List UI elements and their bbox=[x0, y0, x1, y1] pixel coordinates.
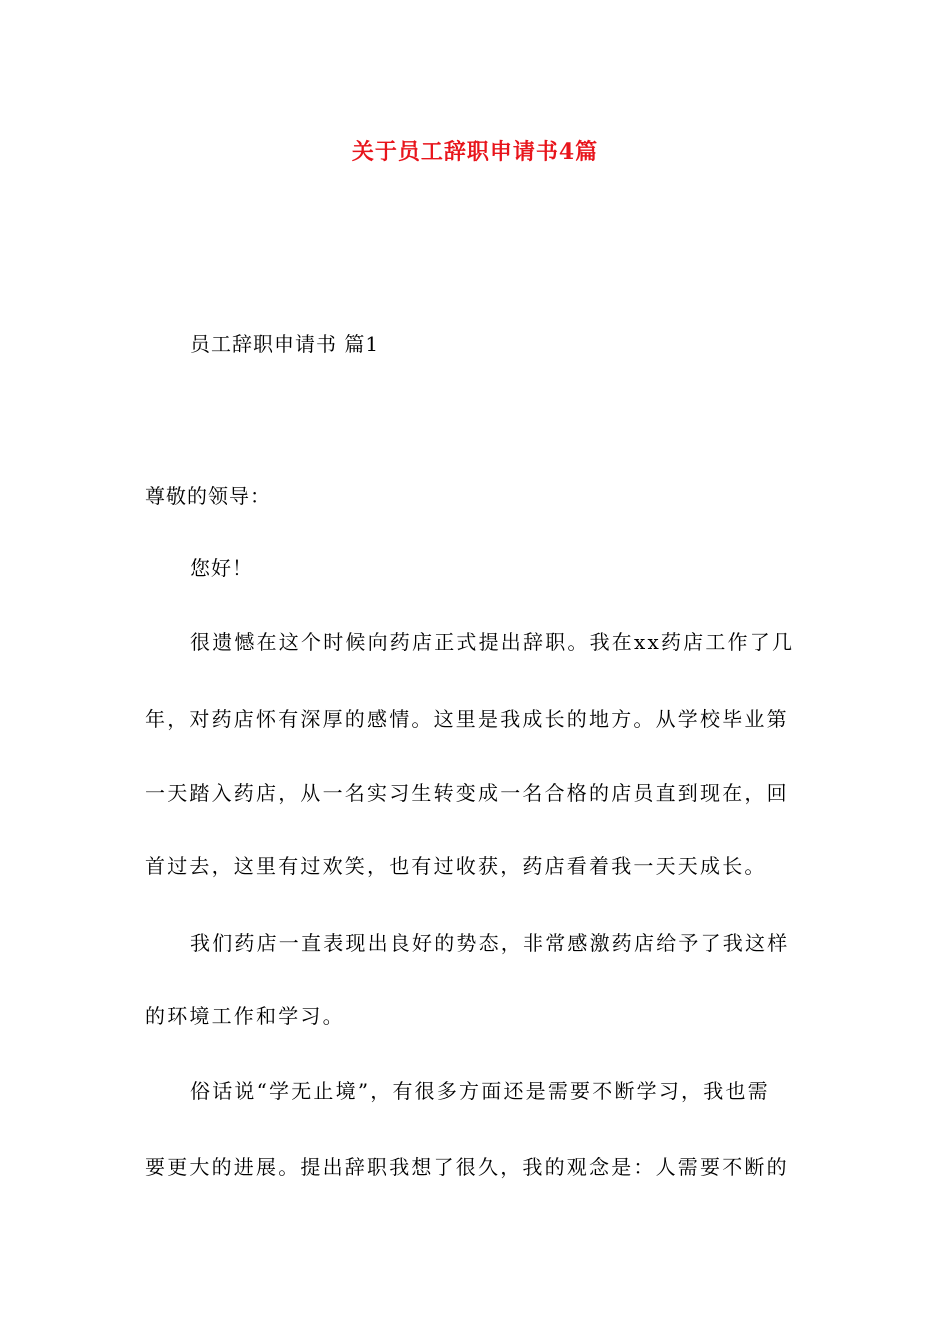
paragraph-3-line-1: 俗话说“学无止境”，有很多方面还是需要不断学习，我也需 bbox=[190, 1079, 770, 1103]
paragraph-1-line-1: 很遗憾在这个时候向药店正式提出辞职。我在xx药店工作了几 bbox=[190, 630, 795, 654]
paragraph-3-line-2: 要更大的进展。提出辞职我想了很久，我的观念是：人需要不断的 bbox=[145, 1155, 789, 1179]
salutation: 尊敬的领导： bbox=[145, 484, 271, 508]
paragraph-1-line-4: 首过去，这里有过欢笑，也有过收获，药店看着我一天天成长。 bbox=[145, 854, 767, 878]
paragraph-2-line-1: 我们药店一直表现出良好的势态，非常感激药店给予了我这样 bbox=[190, 931, 790, 955]
paragraph-1-line-2: 年，对药店怀有深厚的感情。这里是我成长的地方。从学校毕业第 bbox=[145, 707, 789, 731]
paragraph-2-line-2: 的环境工作和学习。 bbox=[145, 1004, 345, 1028]
section-heading: 员工辞职申请书 篇1 bbox=[190, 332, 380, 356]
paragraph-1-line-3: 一天踏入药店，从一名实习生转变成一名合格的店员直到现在，回 bbox=[145, 781, 789, 805]
greeting: 您好！ bbox=[190, 556, 253, 580]
document-title: 关于员工辞职申请书4篇 bbox=[351, 139, 599, 165]
